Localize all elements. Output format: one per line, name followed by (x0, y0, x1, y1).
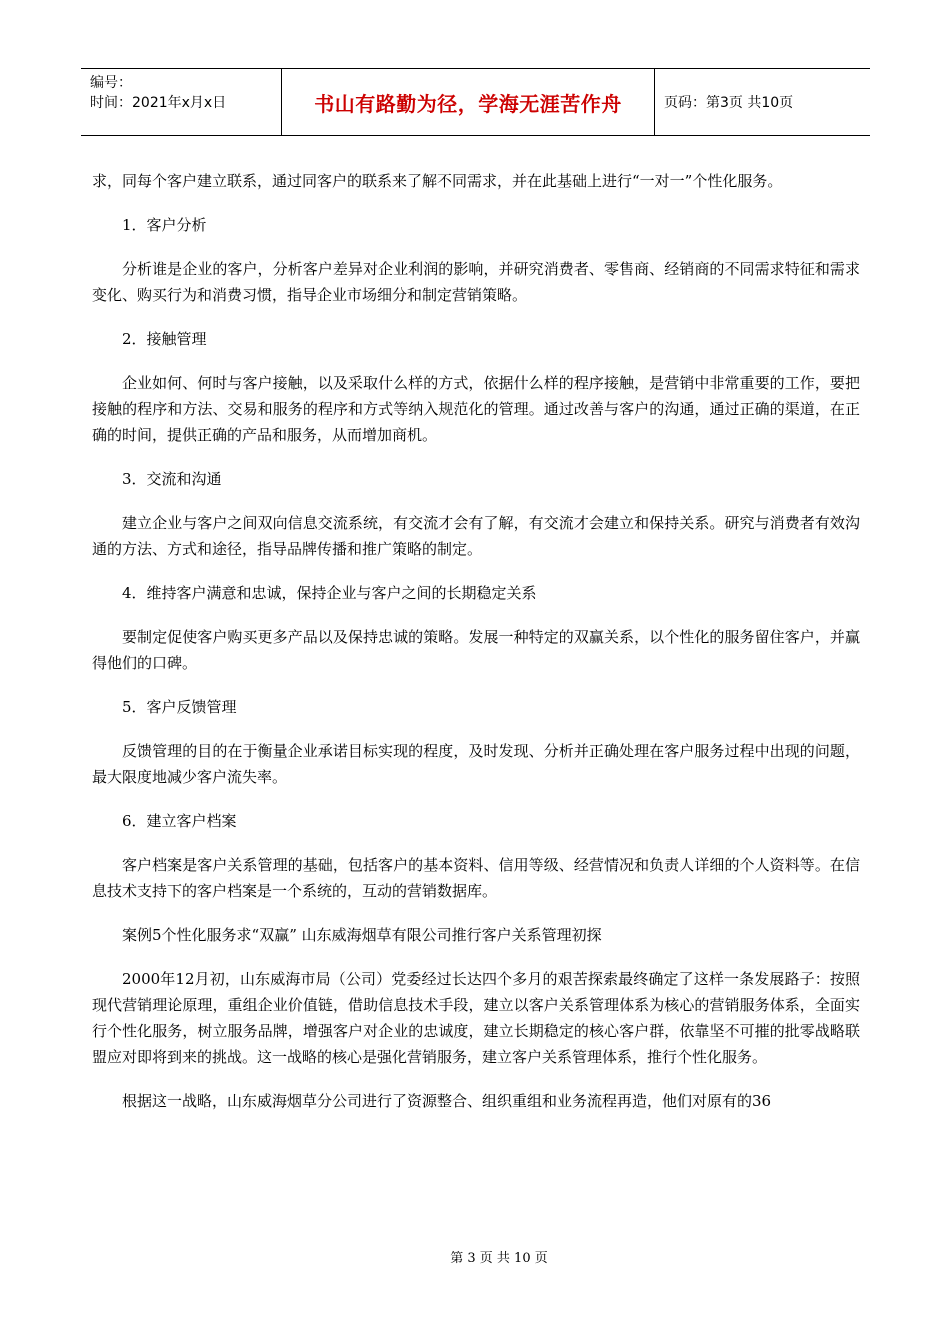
section-heading: 6．建立客户档案 (122, 812, 237, 830)
section-heading: 1．客户分析 (122, 216, 207, 234)
paragraph: 要制定促使客户购买更多产品以及保持忠诚的策略。发展一种特定的双赢关系，以个性化的服务留住客户，并赢得他们的口碑。 (92, 628, 860, 672)
section-heading: 5．客户反馈管理 (122, 698, 237, 716)
paragraph: 企业如何、何时与客户接触，以及采取什么样的方式，依据什么样的程序接触，是营销中非常重要的工作，要把接触的程序和方法、交易和服务的程序和方式等纳入规范化的管理。通过改善与客户的沟通，通过正确的渠道，在正确的时间，提供正确的产品和服务，从而增加商机。 (92, 374, 860, 444)
paragraph: 客户档案是客户关系管理的基础，包括客户的基本资料、信用等级、经营情况和负责人详细的个人资料等。在信息技术支持下的客户档案是一个系统的，互动的营销数据库。 (92, 856, 860, 900)
paragraph: 求，同每个客户建立联系，通过同客户的联系来了解不同需求，并在此基础上进行“一对一”个性化服务。 (92, 172, 783, 190)
page-footer: 第 3 页 共 10 页 (450, 1251, 548, 1266)
paragraph: 根据这一战略，山东威海烟草分公司进行了资源整合、组织重组和业务流程再造，他们对原有的36 (122, 1092, 772, 1110)
date-label: 时间：2021年x月x日 (90, 95, 227, 111)
header-motto: 书山有路勤为径，学海无涯苦作舟 (282, 69, 655, 135)
header-meta (81, 69, 282, 135)
header-page-label: 页码：第3页 共10页 (664, 95, 794, 111)
paragraph: 反馈管理的目的在于衡量企业承诺目标实现的程度，及时发现、分析并正确处理在客户服务过程中出现的问题，最大限度地减少客户流失率。 (92, 742, 860, 786)
case-title: 案例5个性化服务求“双赢” 山东威海烟草有限公司推行客户关系管理初探 (122, 926, 602, 944)
paragraph: 分析谁是企业的客户，分析客户差异对企业利润的影响，并研究消费者、零售商、经销商的不同需求特征和需求变化、购买行为和消费习惯，指导企业市场细分和制定营销策略。 (92, 260, 860, 304)
document-body (92, 168, 860, 1132)
section-heading: 4．维持客户满意和忠诚，保持企业与客户之间的长期稳定关系 (122, 584, 537, 602)
section-heading: 2．接触管理 (122, 330, 207, 348)
page-header (81, 68, 870, 136)
section-heading: 3．交流和沟通 (122, 470, 222, 488)
paragraph: 建立企业与客户之间双向信息交流系统，有交流才会有了解，有交流才会建立和保持关系。研究与消费者有效沟通的方法、方式和途径，指导品牌传播和推广策略的制定。 (92, 514, 860, 558)
serial-label: 编号： (90, 75, 132, 91)
paragraph: 2000年12月初，山东威海市局（公司）党委经过长达四个多月的艰苦探索最终确定了这样一条发展路子：按照现代营销理论原理，重组企业价值链，借助信息技术手段，建立以客户关系管理体系为核心的营销服务体系，全面实行个性化服务，树立服务品牌，增强客户对企业的忠诚度，建立长期稳定的核心客户群，依靠坚不可摧的批零战略联盟应对即将到来的挑战。这一战略的核心是强化营销服务，建立客户关系管理体系，推行个性化服务。 (92, 970, 860, 1066)
